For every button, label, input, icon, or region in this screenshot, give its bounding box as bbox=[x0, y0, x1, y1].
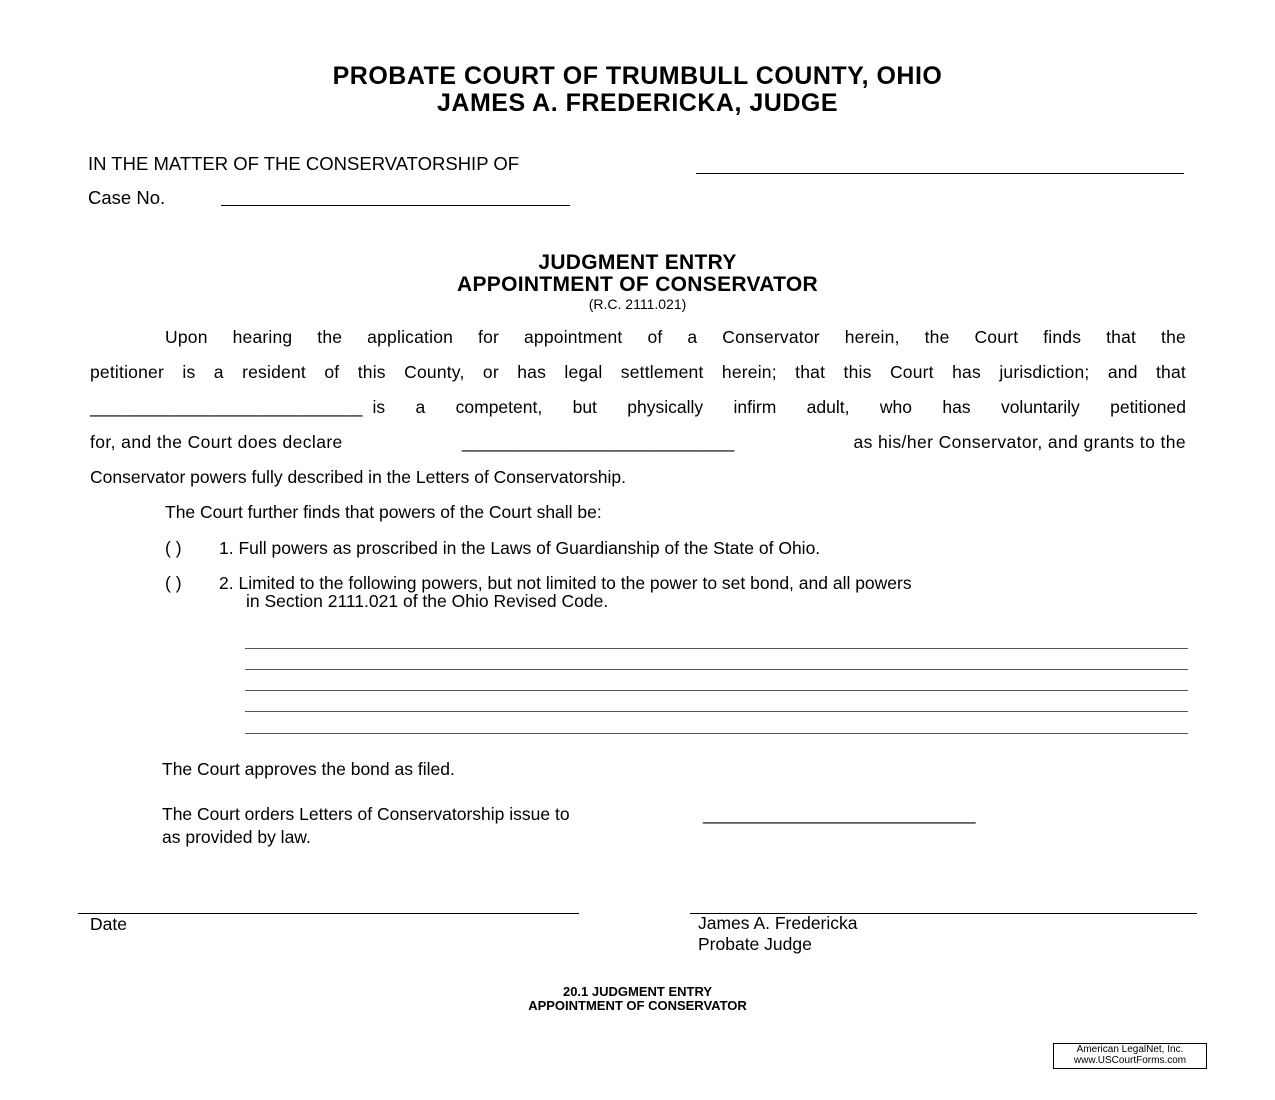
conservator-name-blank[interactable]: ____________________________ bbox=[461, 432, 735, 452]
form-footer-title: 20.1 JUDGMENT ENTRY bbox=[562, 984, 713, 999]
powers-intro: The Court further finds that powers of the Court shall be: bbox=[165, 502, 602, 522]
limited-powers-checkbox[interactable]: ( ) bbox=[165, 573, 182, 593]
judge-heading: JAMES A. FREDERICKA, JUDGE bbox=[436, 89, 838, 117]
declare-text: for, and the Court does declare bbox=[90, 432, 343, 452]
statute-reference: (R.C. 2111.021) bbox=[588, 296, 687, 312]
date-signature-line[interactable] bbox=[78, 913, 579, 914]
document-subtitle: APPOINTMENT OF CONSERVATOR bbox=[457, 273, 818, 296]
full-powers-checkbox[interactable]: ( ) bbox=[165, 538, 182, 558]
matter-label: IN THE MATTER OF THE CONSERVATORSHIP OF bbox=[88, 153, 520, 174]
date-label: Date bbox=[90, 914, 127, 934]
full-powers-text: 1. Full powers as proscribed in the Laws of Guardianship of the State of Ohio. bbox=[219, 538, 821, 558]
limited-powers-line-4[interactable] bbox=[245, 711, 1188, 712]
finding-paragraph-line-5: Conservator powers fully described in the Letters of Conservatorship. bbox=[90, 467, 626, 487]
limited-powers-line-3[interactable] bbox=[245, 690, 1188, 691]
letters-order-text: The Court orders Letters of Conservatorship issue to bbox=[162, 804, 570, 824]
document-title: JUDGMENT ENTRY bbox=[538, 251, 737, 274]
case-number-label: Case No. bbox=[88, 187, 166, 208]
letters-recipient-blank[interactable]: ____________________________ bbox=[703, 804, 976, 824]
limited-powers-line-1[interactable] bbox=[245, 648, 1188, 649]
publisher-url[interactable]: www.USCourtForms.com bbox=[1073, 1055, 1187, 1066]
as-provided-by-law: as provided by law. bbox=[162, 827, 311, 847]
court-heading: PROBATE COURT OF TRUMBULL COUNTY, OHIO bbox=[332, 62, 943, 90]
case-number-field[interactable] bbox=[221, 205, 570, 206]
matter-name-field[interactable] bbox=[696, 173, 1184, 174]
adult-name-blank[interactable]: ____________________________ bbox=[90, 397, 363, 417]
limited-powers-line-2[interactable] bbox=[245, 669, 1188, 670]
conservator-grant-text: as his/her Conservator, and grants to the bbox=[853, 432, 1186, 452]
publisher-stamp bbox=[1053, 1043, 1207, 1069]
form-footer-subtitle: APPOINTMENT OF CONSERVATOR bbox=[528, 998, 747, 1013]
competent-adult-text: is a competent, but physically infirm adult, who has voluntarily petitioned bbox=[372, 397, 1186, 417]
judge-name: James A. Fredericka bbox=[698, 913, 858, 933]
limited-powers-text-line-2: in Section 2111.021 of the Ohio Revised Code. bbox=[246, 591, 609, 611]
finding-paragraph-line-2: petitioner is a resident of this County, or has legal settlement herein; that this Court has jurisdiction; and that bbox=[90, 362, 1186, 382]
judge-title: Probate Judge bbox=[698, 934, 812, 954]
finding-paragraph-line-4 bbox=[90, 432, 1186, 453]
limited-powers-text-line-1: 2. Limited to the following powers, but not limited to the power to set bond, and all powers bbox=[219, 573, 912, 593]
finding-paragraph-line-1: Upon hearing the application for appointment of a Conservator herein, the Court finds that the bbox=[165, 327, 1186, 347]
limited-powers-line-5[interactable] bbox=[245, 733, 1188, 734]
finding-paragraph-line-3 bbox=[90, 397, 1186, 418]
publisher-name: American LegalNet, Inc. bbox=[1076, 1044, 1184, 1055]
bond-approval: The Court approves the bond as filed. bbox=[162, 759, 455, 779]
